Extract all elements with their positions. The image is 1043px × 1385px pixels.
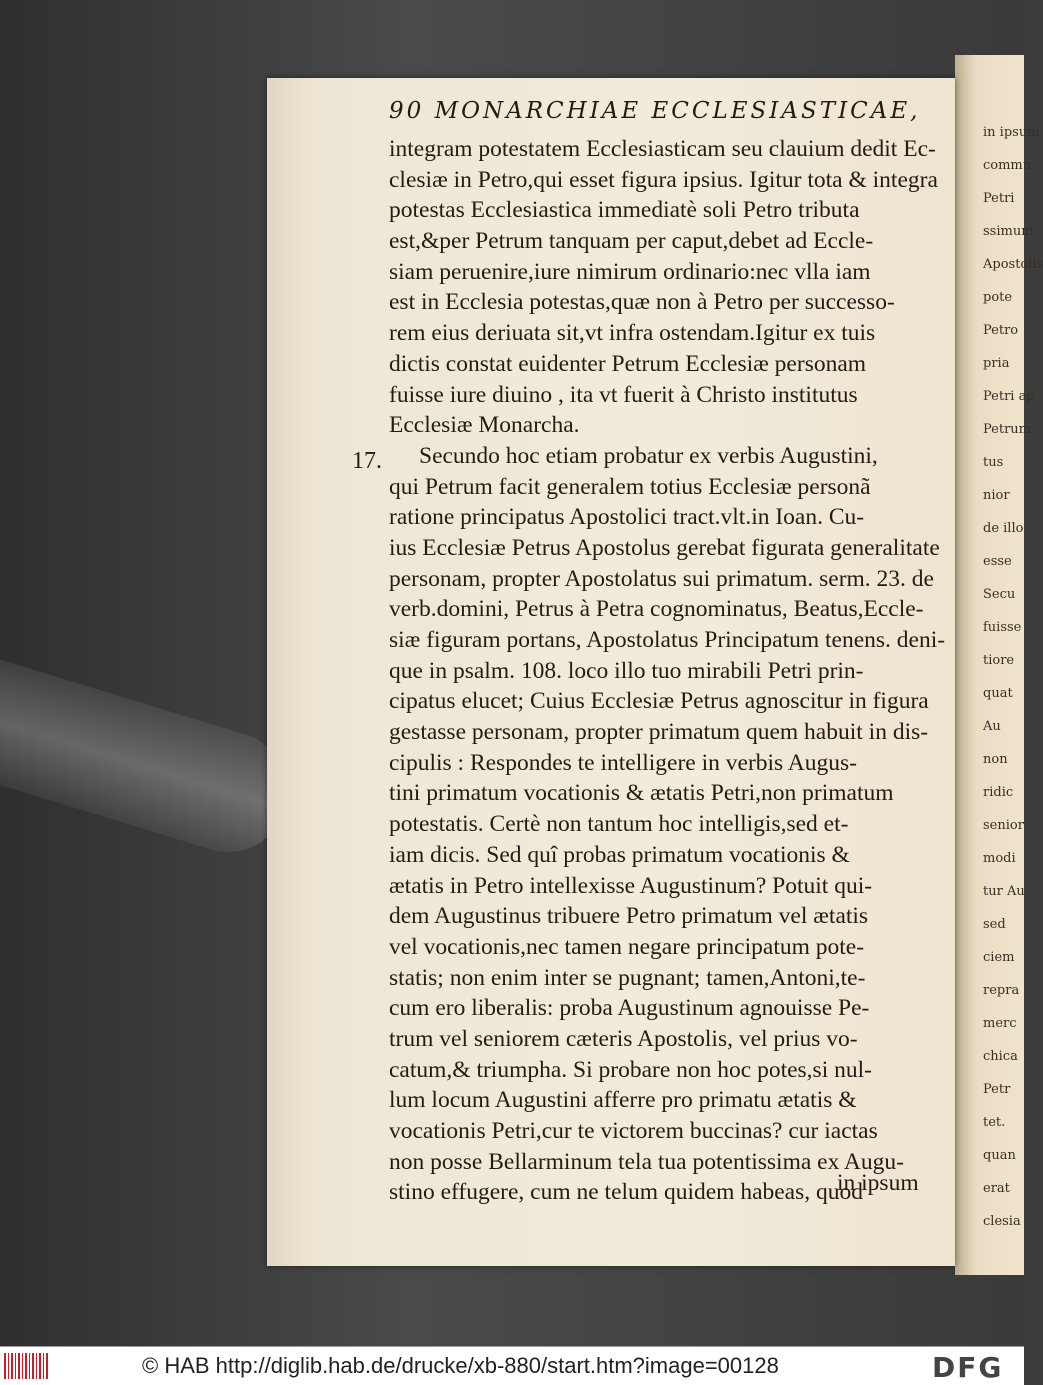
facing-page-fragment: Secu (983, 587, 1016, 602)
running-head: 90 MONARCHIAE ECCLESIASTICAE, (389, 98, 921, 124)
text-line: catum,& triumpha. Si probare non hoc potes,si nul- (389, 1056, 872, 1083)
text-line: cipatus elucet; Cuius Ecclesiæ Petrus agnoscitur in figura (389, 688, 929, 715)
facing-page-fragment: non (983, 752, 1008, 767)
text-line: que in psalm. 108. loco illo tuo mirabili Petri prin- (389, 657, 864, 684)
facing-page-fragment: modi (983, 851, 1016, 866)
facing-page-fragment: Petr (983, 1082, 1011, 1097)
text-line: verb.domini, Petrus à Petra cognominatus, Beatus,Eccle- (389, 596, 924, 623)
facing-page-fragment: pote (983, 290, 1013, 305)
footer-bar (0, 1346, 1024, 1385)
facing-page-fragment: merc (983, 1016, 1017, 1031)
facing-page-fragment: in ipsum (983, 125, 1040, 140)
facing-page-fragment: commu (983, 158, 1032, 173)
facing-page-fragment: quat (983, 686, 1013, 701)
facing-page-fragment: clesia (983, 1214, 1021, 1229)
catchword: in ipsum (837, 1170, 919, 1196)
text-line: siæ figuram portans, Apostolatus Principatum tenens. deni- (389, 627, 946, 653)
text-line: vocationis Petri,cur te victorem buccinas? cur iactas (389, 1118, 878, 1144)
text-line: clesiæ in Petro,qui esset figura ipsius. Igitur tota & integra (389, 166, 938, 193)
text-line: non posse Bellarminum tela tua potentissima ex Augu- (389, 1148, 904, 1175)
facing-page-fragment: ciem (983, 950, 1015, 965)
text-line: dem Augustinus tribuere Petro primatum vel ætatis (389, 903, 869, 930)
book-page (267, 78, 955, 1266)
dfg-logo: DFG (932, 1351, 1004, 1384)
text-line: gestasse personam, propter primatum quem habuit in dis- (389, 719, 929, 746)
text-line: cum ero liberalis: proba Augustinum agnouisse Pe- (389, 995, 870, 1022)
text-line: est,&per Petrum tanquam per caput,debet ad Eccle- (389, 228, 874, 255)
facing-page-fragment: Apostolis (983, 257, 1043, 272)
hab-barcode-icon (4, 1353, 48, 1379)
text-line: iam dicis. Sed quî probas primatum vocationis & (389, 841, 850, 868)
text-line: vel vocationis,nec tamen negare principatum pote- (389, 933, 865, 960)
facing-page-fragment: tur Au (983, 884, 1025, 899)
facing-page-fragment: Petrum (983, 422, 1031, 437)
text-line: stino effugere, cum ne telum quidem habeas, quod (389, 1179, 864, 1206)
facing-page-fragment: esse (983, 554, 1012, 569)
text-line: trum vel seniorem cæteris Apostolis, vel prius vo- (389, 1025, 858, 1052)
text-line: cipulis : Respondes te intelligere in verbis Augus- (389, 749, 857, 776)
text-line: qui Petrum facit generalem totius Ecclesiæ personã (389, 473, 871, 500)
facing-page-fragment: erat (983, 1181, 1010, 1196)
text-line: statis; non enim inter se pugnant; tamen,Antoni,te- (389, 964, 866, 991)
text-line: potestatis. Certè non tantum hoc intelligis,sed et- (389, 811, 849, 838)
text-line: personam, propter Apostolatus sui primatum. serm. 23. de (389, 565, 934, 592)
facing-page-fragment: fuisse (983, 620, 1022, 635)
text-line: potestas Ecclesiastica immediatè soli Petro tributa (389, 197, 860, 224)
facing-page-fragment: tiore (983, 653, 1015, 668)
text-line: fuisse iure diuino , ita vt fuerit à Christo institutus (389, 381, 858, 408)
text-line: tini primatum vocationis & ætatis Petri,non primatum (389, 780, 894, 807)
facing-page-fragment: Petri ap (983, 389, 1035, 404)
facing-page-fragment: senior (983, 818, 1024, 833)
copyright-link[interactable]: © HAB http://diglib.hab.de/drucke/xb-880/start.htm?image=00128 (142, 1353, 779, 1378)
text-line: dictis constat euidenter Petrum Ecclesiæ personam (389, 350, 867, 377)
text-line: Ecclesiæ Monarcha. (389, 412, 580, 439)
facing-page-fragment: Au (983, 719, 1001, 734)
facing-page-fragment: de illo (983, 521, 1024, 536)
text-line: lum locum Augustini afferre pro primatu ætatis & (389, 1087, 857, 1114)
facing-page-fragment: chica (983, 1049, 1018, 1064)
text-line: integram potestatem Ecclesiasticam seu clauium dedit Ec- (389, 136, 936, 162)
margin-number: 17. (352, 448, 382, 474)
facing-page-edge (955, 55, 1043, 1275)
text-line: est in Ecclesia potestas,quæ non à Petro per successo- (389, 289, 895, 316)
text-line: siam peruenire,iure nimirum ordinario:nec vlla iam (389, 258, 871, 285)
text-line: ætatis in Petro intellexisse Augustinum? Potuit qui- (389, 872, 873, 899)
facing-page-fragment: tet. (983, 1115, 1006, 1130)
page-text (389, 134, 946, 1208)
facing-page-fragment: Petro (983, 323, 1019, 338)
facing-page-fragment: ssimum (983, 224, 1034, 239)
facing-page-fragment: repra (983, 983, 1020, 998)
facing-page-fragment: pria (983, 356, 1010, 371)
facing-page-fragment: ridic (983, 785, 1014, 800)
facing-page-fragment: tus (983, 455, 1004, 470)
facing-page-fragment: nior (983, 488, 1010, 503)
text-line: ius Ecclesiæ Petrus Apostolus gerebat figurata generalitate (389, 534, 940, 561)
text-line: rem eius deriuata sit,vt infra ostendam.Igitur ex tuis (389, 320, 876, 347)
facing-page-fragment: quan (983, 1148, 1016, 1163)
facing-page-fragment: Petri (983, 191, 1015, 206)
text-line: ratione principatus Apostolici tract.vlt.in Ioan. Cu- (389, 504, 865, 531)
facing-page-fragment: sed (983, 917, 1006, 932)
text-line: Secundo hoc etiam probatur ex verbis Augustini, (419, 442, 878, 469)
